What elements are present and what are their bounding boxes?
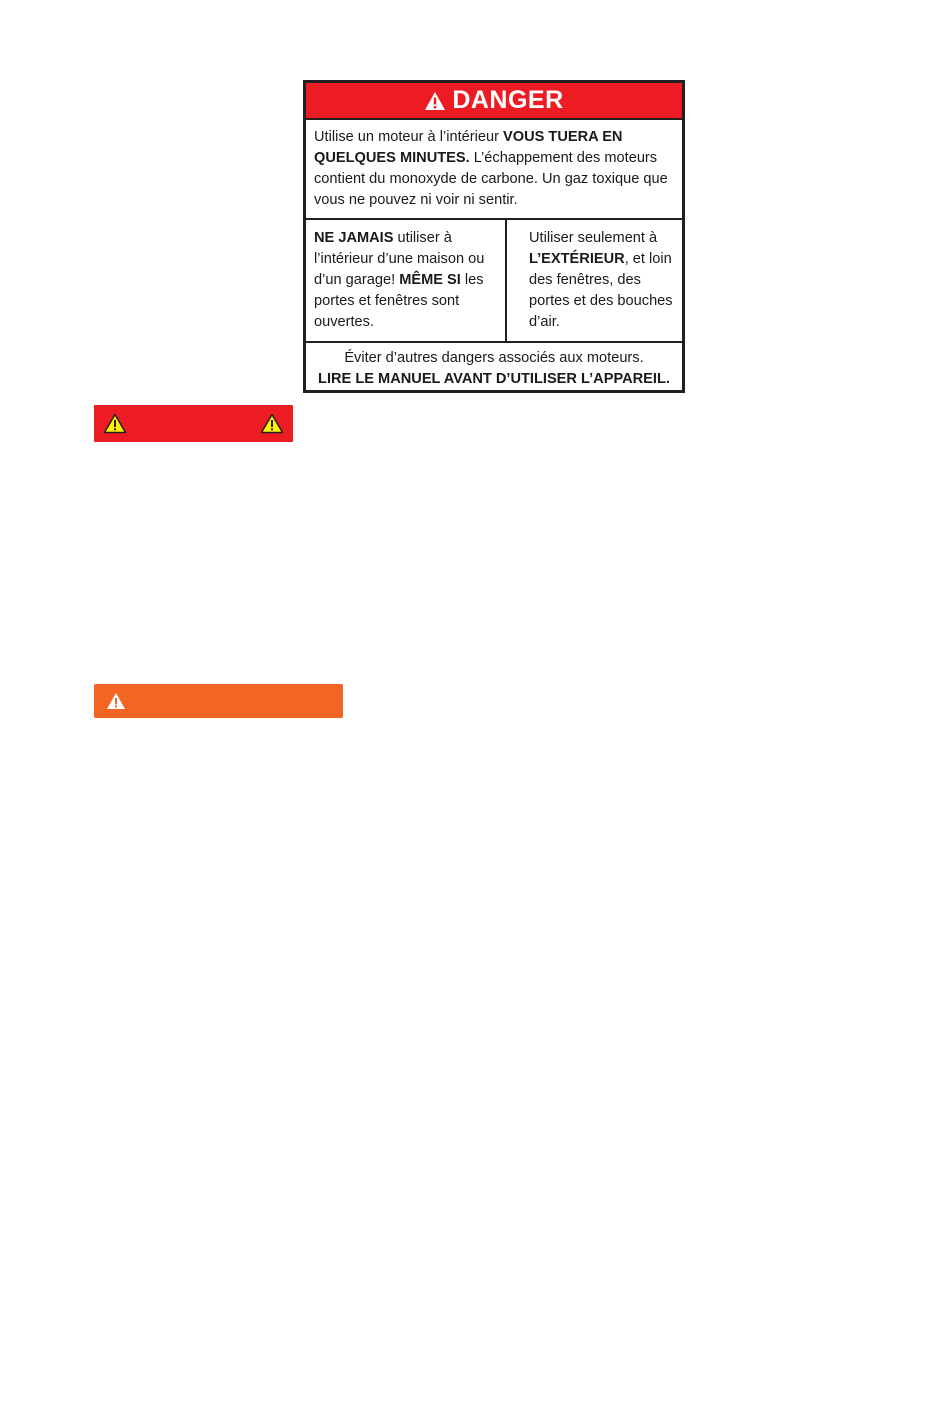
- danger-label-right-column: [507, 220, 682, 341]
- danger-label-footer: [306, 343, 682, 390]
- warning-triangle-icon: [424, 91, 446, 111]
- bold-text-run: MÊME SI: [399, 272, 461, 288]
- text-run: Utiliser seulement à: [529, 230, 658, 246]
- warning-triangle-icon: [103, 413, 127, 434]
- text-run: Utilise un moteur à l’intérieur: [314, 129, 503, 145]
- bold-text-run: NE JAMAIS: [314, 230, 394, 246]
- danger-label-left-column: [306, 220, 507, 341]
- warning-triangle-icon: [260, 413, 284, 434]
- text-run: , et loin des fenêtres, des portes et des bouches d’air.: [529, 251, 673, 330]
- warning-triangle-icon: [106, 692, 126, 710]
- danger-label-columns: [306, 220, 682, 343]
- text-run: utiliser à l’intérieur d’une maison ou d’un garage!: [314, 230, 485, 288]
- danger-label-footer-line1: Éviter d’autres dangers associés aux moteurs.: [344, 350, 644, 366]
- warning-banner: [94, 684, 343, 718]
- danger-label-intro: [306, 120, 682, 220]
- bold-text-run: VOUS TUERA EN QUELQUES MINUTES.: [314, 129, 623, 166]
- bold-text-run: L’EXTÉRIEUR: [529, 251, 625, 267]
- danger-label-header: [306, 83, 682, 120]
- text-run: L’échappement des moteurs contient du monoxyde de carbone. Un gaz toxique que vous ne pouvez ni voir ni sentir.: [314, 150, 668, 208]
- danger-label-title: DANGER: [452, 86, 564, 114]
- danger-label: [303, 80, 685, 393]
- text-run: les portes et fenêtres sont ouvertes.: [314, 272, 484, 330]
- danger-label-footer-line2: LIRE LE MANUEL AVANT D’UTILISER L’APPAREIL.: [318, 371, 670, 387]
- danger-banner: [94, 405, 293, 442]
